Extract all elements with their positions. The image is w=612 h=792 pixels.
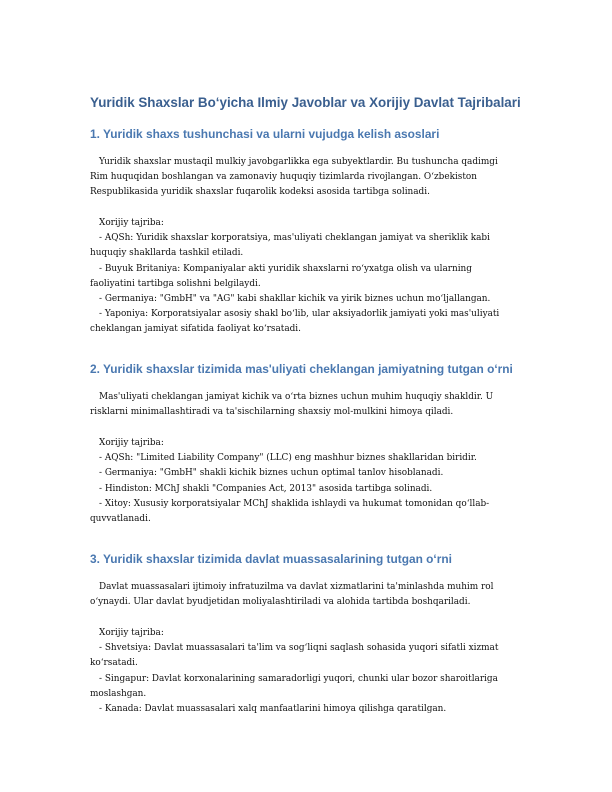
section-2-intro: [90, 390, 522, 420]
list-item: - Shvetsiya: Davlat muassasalari ta'lim va sog‘liqni saqlash sohasida yuqori sifatli xizmat: [99, 643, 499, 654]
list-item: - AQSh: "Limited Liability Company" (LLC) eng mashhur biznes shakllaridan biridir.: [99, 453, 477, 464]
list-item: - AQSh: Yuridik shaxslar korporatsiya, mas'uliyati cheklangan jamiyat va sheriklik kabi: [99, 233, 490, 244]
list-item-continuation: ko‘rsatadi.: [90, 658, 138, 669]
list-item-continuation: huquqiy shakllarda tashkil etiladi.: [90, 248, 244, 259]
document-title: Yuridik Shaxslar Bo‘yicha Ilmiy Javoblar va Xorijiy Davlat Tajribalari: [90, 95, 521, 110]
list-item: - Hindiston: MChJ shakli "Companies Act, 2013" asosida tartibga solinadi.: [99, 483, 433, 494]
section-1-foreign: [90, 216, 522, 338]
list-item: - Singapur: Davlat korxonalarining samaradorligi yuqori, chunki ular bozor sharoitlariga: [99, 673, 498, 684]
list-item-continuation: moslashgan.: [90, 688, 147, 699]
paragraph-line: o‘ynaydi. Ular davlat byudjetidan moliyalashtiriladi va alohida tartibda boshqariladi.: [90, 597, 471, 608]
section-2-heading: 2. Yuridik shaxslar tizimida mas'uliyati cheklangan jamiyatning tutgan o‘rni: [90, 362, 513, 376]
list-item: - Buyuk Britaniya: Kompaniyalar akti yuridik shaxslarni ro‘yxatga olish va ularning: [99, 263, 472, 274]
list-item: - Kanada: Davlat muassasalari xalq manfaatlarini himoya qilishga qaratilgan.: [99, 703, 447, 714]
list-item: - Germaniya: "GmbH" shakli kichik biznes uchun optimal tanlov hisoblanadi.: [99, 468, 444, 479]
foreign-label: Xorijiy tajriba:: [99, 218, 164, 228]
paragraph-line: Respublikasida yuridik shaxslar fuqarolik kodeksi asosida tartibga solinadi.: [90, 187, 430, 198]
paragraph-line: Davlat muassasalari ijtimoiy infratuzilma va davlat xizmatlarini ta'minlashda muhim rol: [99, 582, 494, 592]
list-item-continuation: cheklangan jamiyat sifatida faoliyat ko‘rsatadi.: [90, 324, 301, 335]
list-item-continuation: faoliyatini tartibga solishni belgilaydi.: [90, 278, 261, 289]
section-3-heading: 3. Yuridik shaxslar tizimida davlat muassasalarining tutgan o‘rni: [90, 552, 452, 566]
foreign-label: Xorijiy tajriba:: [99, 628, 164, 638]
paragraph-line: Mas'uliyati cheklangan jamiyat kichik va o‘rta biznes uchun muhim huquqiy shakldir. U: [99, 392, 494, 402]
paragraph-line: Yuridik shaxslar mustaqil mulkiy javobgarlikka ega subyektlardir. Bu tushuncha qadimgi: [99, 157, 498, 167]
section-1-intro: [90, 155, 522, 201]
foreign-label: Xorijiy tajriba:: [99, 438, 164, 448]
section-1-heading: 1. Yuridik shaxs tushunchasi va ularni vujudga kelish asoslari: [90, 127, 440, 141]
paragraph-line: risklarni minimallashtiradi va ta'sischilarning shaxsiy mol-mulkini himoya qiladi.: [90, 407, 454, 418]
section-3-foreign: [90, 626, 522, 717]
section-3-intro: [90, 580, 522, 610]
list-item-continuation: quvvatlanadi.: [90, 513, 151, 524]
list-item: - Germaniya: "GmbH" va "AG" kabi shakllar kichik va yirik biznes uchun mo‘ljallangan.: [99, 293, 491, 304]
list-item: - Xitoy: Xususiy korporatsiyalar MChJ shaklida ishlaydi va hukumat tomonidan qo‘llab-: [99, 498, 490, 509]
paragraph-line: Rim huquqidan boshlangan va zamonaviy huquqiy tizimlarda rivojlangan. O‘zbekiston: [90, 172, 477, 183]
list-item: - Yaponiya: Korporatsiyalar asosiy shakl bo‘lib, ular aksiyadorlik jamiyati yoki mas'uliyati: [99, 309, 500, 320]
section-2-foreign: [90, 436, 522, 527]
